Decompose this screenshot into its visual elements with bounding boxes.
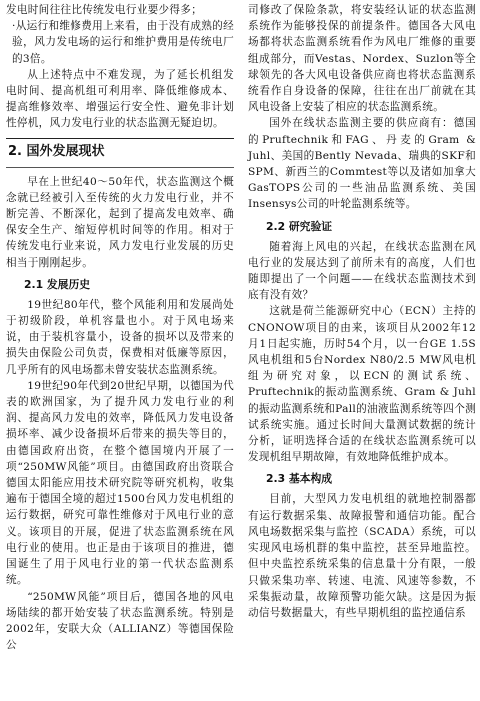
paragraph: 发电时间往往比传统发电行业要少得多； bbox=[6, 4, 203, 16]
paragraph: 这就是荷兰能源研究中心（ECN）主持的CNONOW项目的由来，该项目从2002年12月1日起实施，历时54个月，以一台GE 1.5S风电机组和5台Nordex N80/2.5 MW风电机组为研究对象，以ECN的测试系统、Pruftechnik的振动监测系统、Gram & Juhl的振动监测系统和Pall的油液监测系统等四个测试系统实施。通过长时间大量测试数据的统计分析，证明选择合适的在线状态监测系统可以发现机组早期故障，有效地降低维护成本。 bbox=[248, 305, 476, 464]
subsection-heading: 2.1 发展历史 bbox=[24, 277, 91, 291]
paragraph: 从上述特点中不难发现，为了延长机组发电时间、提高机组可利用率、降低维修成本、提高维修效率、增强运行安全性、避免非计划性停机，风力发电行业的状态监测无疑迫切。 bbox=[6, 68, 234, 130]
paragraph: 19世纪80年代，整个风能利用和发展尚处于初级阶段，单机容量也小。对于风电场来说，由于装机容量小，设备的损坏以及带来的损失由保险公司负责，保费相对低廉等原因，几乎所有的风电场都未曾安装状态监测系统。 bbox=[6, 298, 234, 376]
paragraph: 早在上世纪40～50年代，状态监测这个概念就已经被引入至传统的火力发电行业，并不断完善、不断深化，起到了提高发电效率、确保安全生产、缩短停机时间等的作用。相对于传统发电行业来说，风力发电行业发展的历史相当于刚刚起步。 bbox=[6, 175, 234, 269]
paragraph: 19世纪90年代到20世纪早期，以德国为代表的欧洲国家，为了提升风力发电行业的利润、提高风力发电的效率，降低风力发电设备损坏率、减少设备损坏后带来的损失等目的，由德国政府出资，在整个德国境内开展了一项“250MW风能”项目。由德国政府出资联合德国太阳能应用技术研究院等研究机构，收集遍布于德国全境的超过1500台风力发电机组的运行数据，研究可靠性维修对于风电行业的意义。该项目的开展，促进了状态监测系统在风电行业的使用。也正是由于该项目的推进，德国诞生了用于风电行业的第一代状态监测系统。 bbox=[6, 379, 234, 587]
paragraph: “250MW风能”项目后，德国各地的风电场陆续的都开始安装了状态监测系统。特别是2002年，安联大众（ALLIANZ）等德国保险公 bbox=[6, 590, 234, 652]
subsection-heading: 2.3 基本构成 bbox=[266, 472, 333, 486]
section-heading: 2. 国外发展现状 bbox=[6, 138, 234, 165]
paragraph: 国外在线状态监测主要的供应商有：德国的Pruftechnik和FAG、丹麦的Gram & Juhl、美国的Bently Nevada、瑞典的SKF和SPM、新西兰的Commtest等以及诸如加拿大GasTOPS公司的一些油品监测系统、美国Insensys公司的叶轮监测系统等。 bbox=[248, 117, 476, 211]
paragraph: 司修改了保险条款，将安装经认证的状态监测系统作为能够投保的前提条件。德国各大风电场都将状态监测系统看作为风电厂维修的重要组成部分，而Vestas、Nordex、Suzlon等全球领先的各大风电设备供应商也将状态监测系统看作自身设备的保障，往往在出厂前就在其风电设备上安装了相应的状态监测系统。 bbox=[248, 4, 476, 114]
paragraph: 目前，大型风力发电机组的就地控制器都有运行数据采集、故障报警和通信功能。配合风电场数据采集与监控（SCADA）系统，可以实现风电场机群的集中监控，甚至异地监控。但中央监控系统采集的信息量十分有限，一般只做采集功率、转速、电流、风速等参数，不采集振动量，故障预警功能欠缺。这是因为振动信号数据量大，有些早期机组的监控通信系 bbox=[248, 493, 476, 619]
paragraph: 随着海上风电的兴起，在线状态监测在风电行业的发展达到了前所未有的高度，人们也随即提出了一个问题——在线状态监测技术到底有没有效？ bbox=[248, 240, 476, 302]
subsection-heading: 2.2 研究验证 bbox=[266, 219, 333, 233]
left-column bbox=[6, 2, 234, 653]
right-column bbox=[248, 2, 476, 621]
section-rule bbox=[6, 167, 234, 168]
bullet-paragraph: ·从运行和维修费用上来看，由于没有成熟的经验，风力发电场的运行和维护费用是传统电厂的3倍。 bbox=[12, 20, 234, 65]
